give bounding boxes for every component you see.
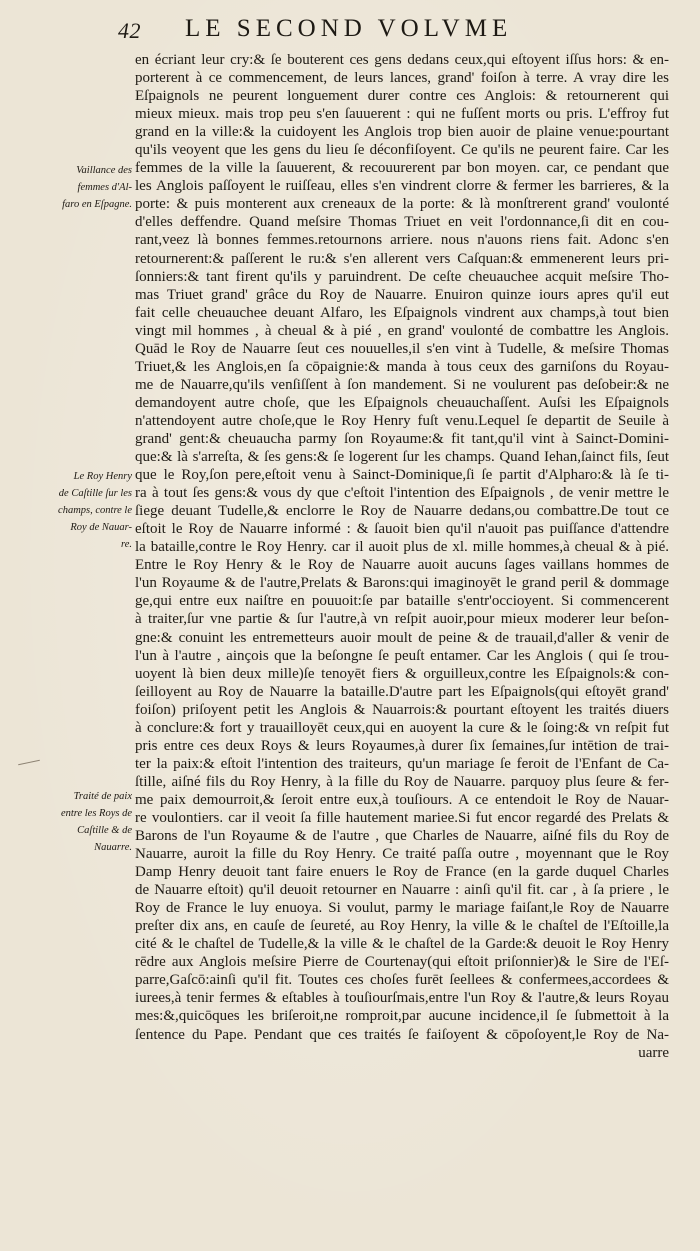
text-line: iurees,à tenir fermes & eſtables à touſiourſmais,entre l'un Roy & l'autre,& leurs Royau [135,990,669,1007]
text-line: foiſon) priſoyent petit les Anglois & Nauarrois:& pourtant eſtoyent les traités diuers [135,701,669,718]
text-line: Quād le Roy de Nauarre ſeut ces nouuelles,il s'en vint à Tudelle, & meſsire Thomas [135,340,669,357]
text-line: ſonniers:& tant firent qu'ils y paruindrent. De ceſte cheuauchee acquit meſsire Tho- [135,268,669,285]
text-line: mes:&,quicōques les briſeroit,ne romproit,par aucune incidence,il ſe ſubmettoit à la [135,1008,669,1025]
text-line: les Anglois paſſoyent le ruiſſeau, elles s'en vindrent clorre & fermer les barrieres, & la [135,178,669,195]
text-line: retournerent:& paſſerent le ru:& s'en allerent vers Caſquan:& emmenerent leurs pri- [135,250,669,267]
text-line: à conclure:& fort y trauailloyēt ceux,qui en auoyent la cure & le ſoing:& vn reſpit fut [135,719,669,736]
text-line: parre,Gaſcō:ainſi qu'il fit. Toutes ces choſes furēt ſeellees & confermees,accordees & [135,972,669,989]
text-line: Triuet,& les Anglois,en ſa cōpaignie:& manda à tous ceux des garniſons du Royau- [135,358,669,375]
text-line: Eſpaignols ne peurent longuement durer contre ces Anglois: & retournerent qui [135,88,669,105]
text-line: porterent à ce commencement, de leurs lances, grand' foiſon à terre. A vray dire les [135,70,669,87]
text-line: ſtille, aiſné fils du Roy Henry, à la fille du Roy de Nauarre. parquoy plus ſeure & fer- [135,773,669,790]
text-line: rēdre aux Anglois meſsire Pierre de Courtenay(qui eſtoit priſonnier)& le Sire de l'Eſ- [135,954,669,971]
text-line: pris entre ces deux Roys & leurs Royaumes,à durer ſix ſemaines,ſur intētion de trai- [135,737,669,754]
text-line: me paix demourroit,& ſeroit entre eux,à touſiours. A ce entendoit le Roy de Nauar- [135,791,669,808]
text-line: eſtoit le Roy de Nauarre informé : & ſauoit bien qu'il n'auoit pas puiſſance d'attendre [135,521,669,538]
text-line: rant,veez là bonnes femmes.retournons arriere. nous n'auons riens fait. Adonc s'en [135,232,669,249]
text-line: Roy de France le luy enuoya. Si voulut, parmy le mariage faiſant,le Roy de Nauarre [135,900,669,917]
text-line: preſter dix ans, en cauſe de ſeureté, au Roy Henry, la ville & le chaſtel de l'Eſtoille,la [135,918,669,935]
margin-note-line: Vaillance des [76,165,132,176]
margin-note-traite [58,788,132,856]
text-line: Entre le Roy Henry & le Roy de Nauarre auoit aucuns ſages vaillans hommes de [135,557,669,574]
text-line: d'elles deffendre. Quand meſsire Thomas Triuet en veit l'ordonnance,ſi dit en cou- [135,214,669,231]
text-line: ter la paix:& eſtoit l'intention des traiteurs, qu'un mariage ſe feroit de l'Enfant de Ca- [135,755,669,772]
text-line: porte: & puis monterent aux creneaux de la porte: & là monſtrerent grand' voulonté [135,196,669,213]
text-line: ſeilloyent au Roy de Nauarre la bataille.D'autre part les Eſpaignols(qui eſtoyēt grand' [135,683,669,700]
margin-note-line: Nauarre. [94,842,132,853]
text-line: uoyent là bien deux mille)ſe tenoyēt fiers & orguilleux,contre les Eſpaignols:& con- [135,665,669,682]
text-line: l'un Royaume & de l'autre,Prelats & Barons:qui imaginoyēt le grand peril & dommage [135,575,669,592]
text-line: n'attendoyent autre choſe,que le Roy Henry fuſt venu.Lequel ſe departit de Seuile à [135,412,669,429]
text-line: que le Roy,ſon pere,eſtoit venu à Sainct-Dominique,ſi ſe partit d'Alpharo:& là ſe ti- [135,467,669,484]
text-line: qu'ils veoyent que les gens du lieu ſe déconfiſoyent. Ce qu'ils ne peurent faire. Car les [135,142,669,159]
text-line: de Nauarre eſtoit) qu'il deuoit retourner en Nauarre : ainſi qu'il fit. car , à ſa priere , le [135,882,669,899]
running-head: LE SECOND VOLVME [185,15,513,42]
margin-note-line: entre les Roys de [60,808,132,819]
margin-note-line: champs, contre le [58,505,132,516]
text-line: re voulontiers. car il veoit ſa fille hautement mariee.Si fut encor regardé des Prelats & [135,809,669,826]
page-number: 42 [118,18,141,43]
text-line: uarre [638,1044,669,1061]
text-line: l'un à l'autre , ainçois que la beſongne ſe peuſt entamer. Car les Anglois ( qui ſe trou- [135,647,669,664]
margin-note-line: femmes d'Al- [77,182,132,193]
text-line: gne:& conuint les entremetteurs auoir moult de peine & de trauail,d'aller & venir de [135,629,669,646]
text-line: ſiege deuant Tudelle,& enclorre le Roy de Nauarre dedans,ou combattre.De tout ce [135,503,669,520]
text-line: demandoyent autre choſe, que les Eſpaignols cheuauchaſſent. Auſsi les Eſpaignols [135,394,669,411]
margin-note-line: Caſtille & de [77,825,132,836]
text-line: grand' gent:& cheuaucha parmy ſon Royaume:& fit tant,qu'il vint à Sainct-Domini- [135,430,669,447]
text-line: Damp Henry deuoit tant faire enuers le Roy de France (en la garde duquel Charles [135,864,669,881]
text-line: en écriant leur cry:& ſe bouterent ces gens dedans ceux,qui eſtoyent iſſus hors: & en- [135,52,669,68]
margin-pen-mark [18,760,40,766]
text-line: Nauarre, auroit la fille du Roy Henry. Ce traité paſſa outre , moyennant que le Roy [135,846,669,863]
text-line: fait celle cheuauchee deuant Alfaro, les Eſpaignols vindrent aux champs,à tout bien [135,304,669,321]
text-line: mieux mieux. mais trop peu s'en ſauuerent : qui ne fuſſent morts ou pris. L'effroy fut [135,106,669,123]
text-line: mas Triuet grand' grâce du Roy de Nauarre. Enuiron quinze iours apres qu'il eut [135,286,669,303]
text-line: vingt mil hommes , à cheual & à pié , en grand' voulonté de combattre les Anglois. [135,322,669,339]
text-line: à traiter,ſur vne partie & ſur l'autre,à vn reſpit auoir,pour mieux moderer leur beſon- [135,611,669,628]
text-line: femmes de la ville la ſauuerent, & recouurerent par bon moyen. car, ce pendant que [135,160,669,177]
text-line: Barons de l'un Royaume & de l'autre , que Charles de Nauarre, aiſné fils du Roy de [135,828,669,845]
text-line: ra à tout ſes gens:& vous dy que c'eſtoit l'intention des Eſpaignols , de venir mettre le [135,485,669,502]
text-line: cité & le chaſtel de Tudelle,& la ville & le chaſtel de la Garde:& deuoit le Roy Henry [135,936,669,953]
text-line: grand en la ville:& la cuidoyent les Anglois trop bien auoir de plaine venue:pourtant [135,124,669,141]
margin-note-roy-henry [58,468,132,553]
text-line: que:& là s'arreſta, & ſes gens:& ſe logerent ſur les champs. Quand Iehan,ſainct fils, ſeut [135,449,669,466]
margin-note-line: Le Roy Henry [73,471,132,482]
margin-note-line: re. [121,539,132,550]
text-line: ſentence du Pape. Pendant que ces traités ſe faiſoyent & cōpoſoyent,le Roy de Na- [135,1026,669,1043]
margin-note-line: Traité de paix [73,791,132,802]
margin-note-line: de Caſtille ſur les [58,488,132,499]
text-line: la bataille,contre le Roy Henry. car il auoit plus de xl. mille hommes,à cheual & à pié. [135,539,669,556]
margin-note-line: faro en Eſpagne. [62,199,132,210]
margin-note-vaillance [58,162,132,213]
text-line: ge,qui entre eux naiſtre en pouuoit:ſe par bataille s'entr'occioyent. Si commencerent [135,593,669,610]
margin-note-line: Roy de Nauar- [70,522,132,533]
text-line: me de Nauarre,qu'ils venſiſſent à ſon mandement. Si ne voulurent pas deſobeir:& ne [135,376,669,393]
body-text [135,51,669,1062]
